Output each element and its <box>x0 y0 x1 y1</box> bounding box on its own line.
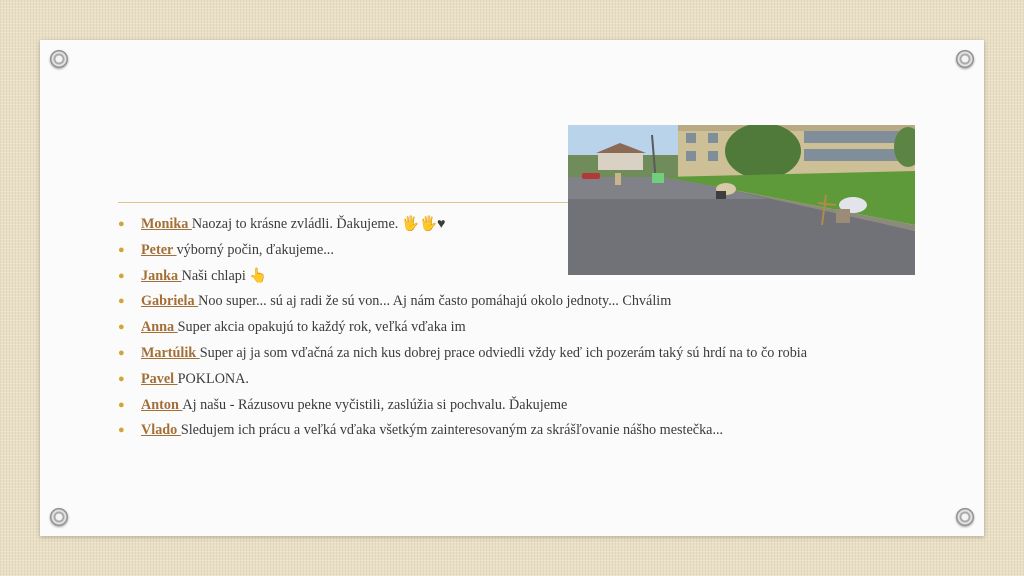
commenter-name: Monika <box>141 216 192 232</box>
bullet-icon: ● <box>118 243 125 256</box>
comments-list <box>118 212 968 444</box>
comment-text: Naši chlapi <box>181 267 250 284</box>
comment-text: POKLONA. <box>177 370 249 387</box>
comment-text: Naozaj to krásne zvládli. Ďakujeme. <box>191 216 402 232</box>
pin-bottom-left-icon <box>50 508 68 526</box>
comment-item <box>118 315 968 341</box>
comment-item <box>118 212 968 238</box>
emoji: 👆 <box>249 267 268 284</box>
bullet-icon: ● <box>118 321 125 334</box>
commenter-name: Peter <box>141 241 177 258</box>
comment-item <box>118 264 968 290</box>
photo-car <box>582 173 600 179</box>
commenter-name: Vlado <box>141 422 181 439</box>
bullet-icon: ● <box>118 218 125 230</box>
bullet-icon: ● <box>118 372 125 385</box>
pin-top-right-icon <box>956 50 974 68</box>
commenter-name: Martúlik <box>141 344 200 361</box>
comment-item <box>118 418 968 444</box>
commenter-name: Janka <box>141 267 182 284</box>
commenter-name: Anton <box>141 396 183 413</box>
bullet-icon: ● <box>118 346 125 359</box>
comment-item <box>118 341 968 367</box>
emoji: 🖐🖐♥ <box>401 216 446 232</box>
commenter-name: Gabriela <box>141 293 199 310</box>
comment-item <box>118 289 968 315</box>
photo-tree <box>725 125 801 179</box>
pin-bottom-right-icon <box>956 508 974 526</box>
bullet-icon: ● <box>118 269 125 282</box>
commenter-name: Anna <box>141 319 178 336</box>
bullet-icon: ● <box>118 398 125 411</box>
comment-text: Aj našu - Rázusovu pekne vyčistili, zaslúžia si pochvalu. Ďakujeme <box>182 396 568 413</box>
title-divider <box>118 202 568 203</box>
slide <box>40 40 984 536</box>
comment-text: výborný počin, ďakujeme... <box>176 241 334 258</box>
photo-house <box>598 152 643 170</box>
comment-text: Sledujem ich prácu a veľká vďaka všetkým zainteresovaným za skrášľovanie nášho mestečka... <box>180 422 724 439</box>
bullet-icon: ● <box>118 295 125 308</box>
comment-item <box>118 393 968 419</box>
comment-text: Noo super... sú aj radi že sú von... Aj nám často pomáhajú okolo jednoty... Chválim <box>198 293 672 310</box>
comment-item <box>118 238 968 264</box>
comment-text: Super aj ja som vďačná za nich kus dobrej prace odviedli vždy keď ich pozerám taký sú hrdí na to čo robia <box>199 344 808 361</box>
comment-text: Super akcia opakujú to každý rok, veľká vďaka im <box>177 319 466 336</box>
comment-item <box>118 367 968 393</box>
bullet-icon: ● <box>118 424 125 437</box>
commenter-name: Pavel <box>141 370 178 387</box>
pin-top-left-icon <box>50 50 68 68</box>
